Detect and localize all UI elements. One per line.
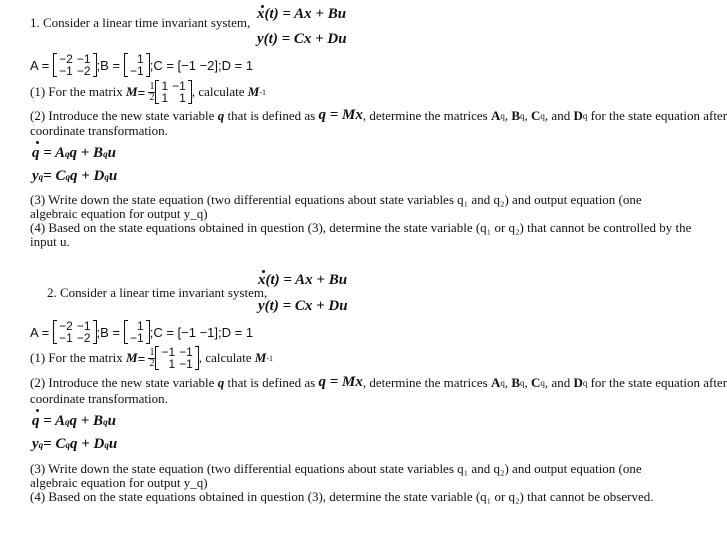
matrix-cell: −1	[179, 357, 193, 371]
symbol-cq: C	[531, 107, 541, 123]
symbol-aq: A	[490, 107, 501, 123]
separator: ,	[524, 374, 528, 390]
problem-1-intro: 1. Consider a linear time invariant system,	[30, 15, 251, 30]
eq-part: q = A	[32, 145, 65, 161]
question-1-text: (1) For the matrix	[30, 350, 123, 365]
symbol-bq: B	[511, 107, 521, 123]
question-4: (4) Based on the state equations obtained in question (3), determine the state variable (q₁ or q₂) that cannot be observed.	[30, 489, 654, 504]
eq-part: = C	[43, 168, 66, 184]
separator: ,	[524, 107, 528, 123]
eq-part: q + D	[69, 436, 105, 452]
matrix-b-label: ;B =	[96, 57, 121, 73]
symbol-bq: B	[511, 374, 521, 390]
subscript-q: q	[540, 110, 545, 121]
matrix-cell: −2	[76, 64, 91, 78]
transformed-state-equation	[32, 413, 116, 430]
symbol-cq: C	[531, 374, 541, 390]
matrix-cell: −1	[179, 345, 193, 359]
question-1-tail: , calculate	[198, 350, 252, 365]
subscript-q: q	[103, 148, 108, 159]
matrix-c-d: ;C = [−1 −2];D = 1	[149, 57, 254, 73]
equals: =	[137, 350, 146, 366]
inverse-superscript: -1	[259, 87, 266, 97]
fraction-half: $\frac{1}{2}$	[149, 346, 155, 369]
question-2-line-2: coordinate transformation.	[30, 391, 168, 406]
symbol-m: M	[126, 350, 138, 365]
question-2-mid: that is defined as	[227, 374, 316, 390]
subscript-q: q	[104, 171, 109, 182]
matrix-cell: 1	[161, 79, 169, 93]
symbol-dq: D	[573, 374, 583, 390]
subscript-q: q	[540, 377, 545, 388]
matrix-a	[53, 320, 96, 344]
matrix-cell: 1	[161, 91, 169, 105]
eq-part: q + D	[69, 168, 105, 184]
matrix-cell: −1	[59, 331, 73, 345]
symbol-m: M	[126, 84, 138, 99]
subscript-q: q	[38, 439, 44, 450]
subscript-q: q	[65, 171, 70, 182]
matrix-m	[155, 346, 198, 370]
question-3: (3) Write down the state equation (two differential equations about state variables q₁ and q₂) and output equation (one algebraic equation for output y_q)	[30, 461, 642, 490]
matrix-cell: −1	[172, 79, 186, 93]
question-1-text: (1) For the matrix	[30, 84, 123, 99]
eq-part: u	[107, 145, 116, 161]
matrix-a-label: A =	[30, 324, 50, 340]
equals: =	[137, 84, 146, 100]
symbol-q: q	[217, 107, 225, 123]
transformed-output-equation	[32, 436, 117, 453]
eq-part: q + B	[69, 413, 104, 429]
separator: ,	[544, 107, 549, 123]
matrix-a-label: A =	[30, 57, 50, 73]
conjunction: and	[551, 374, 571, 390]
symbol-aq: A	[490, 374, 501, 390]
question-2-tail: , determine the matrices	[362, 374, 488, 390]
conjunction: and	[551, 107, 571, 123]
state-equation: x(t) = Ax + Bu	[258, 272, 348, 288]
symbol-m-inverse: M	[247, 84, 260, 99]
question-2	[30, 374, 727, 391]
question-2-end: for the state equation after	[590, 374, 727, 390]
matrix-cell: −1	[130, 331, 144, 345]
eq-part: y	[32, 168, 39, 184]
matrix-b-label: ;B =	[96, 324, 121, 340]
subscript-q: q	[582, 110, 588, 121]
matrix-cell: 1	[168, 357, 176, 371]
matrix-cell: −2	[76, 331, 91, 345]
matrix-b	[124, 320, 150, 344]
eq-part: q = A	[32, 413, 65, 429]
question-2-tail: , determine the matrices	[362, 107, 488, 123]
inverse-superscript: -1	[266, 353, 273, 363]
subscript-q: q	[65, 416, 70, 427]
transform-definition: q = Mx	[318, 374, 363, 390]
subscript-q: q	[582, 377, 588, 388]
eq-part: q + B	[69, 145, 104, 161]
eq-part: = C	[43, 436, 66, 452]
subscript-q: q	[500, 377, 505, 388]
eq-part: u	[108, 168, 118, 184]
subscript-q: q	[500, 110, 505, 121]
state-equation: x(t) = Ax + Bu	[257, 6, 347, 22]
matrix-cell: 1	[179, 91, 186, 105]
matrix-c-d: ;C = [−1 −1];D = 1	[149, 324, 254, 340]
matrix-cell: −2	[59, 52, 73, 66]
question-3: (3) Write down the state equation (two differential equations about state variables q₁ and q₂) and output equation (one algebraic equation for output y_q)	[30, 192, 642, 221]
question-1	[30, 346, 273, 370]
matrix-cell: −1	[130, 64, 144, 78]
fraction-half: $\frac{1}{2}$	[149, 80, 155, 103]
question-2-text: (2) Introduce the new state variable	[30, 374, 215, 390]
matrix-cell: 1	[137, 319, 144, 333]
subscript-q: q	[65, 148, 70, 159]
eq-part: u	[107, 413, 116, 429]
system-matrices	[30, 319, 253, 345]
output-equation: y(t) = Cx + Du	[258, 298, 348, 314]
subscript-q: q	[65, 439, 70, 450]
matrix-cell: −1	[161, 345, 176, 359]
subscript-q: q	[103, 416, 108, 427]
symbol-q: q	[217, 374, 225, 390]
question-1-tail: , calculate	[191, 84, 245, 99]
eq-part: u	[108, 436, 118, 452]
matrix-cell: −1	[59, 64, 73, 78]
symbol-m-inverse: M	[254, 350, 267, 365]
matrix-cell: 1	[137, 52, 144, 66]
question-2-end: for the state equation after	[590, 107, 727, 123]
transform-definition: q = Mx	[318, 107, 363, 123]
subscript-q: q	[520, 377, 525, 388]
question-4: (4) Based on the state equations obtained in question (3), determine the state variable (q₁ or q₂) that cannot be controlled by the input u.	[30, 220, 692, 249]
separator: ,	[544, 374, 549, 390]
derivative-dot	[36, 409, 39, 412]
output-equation: y(t) = Cx + Du	[257, 31, 347, 47]
separator: ,	[504, 107, 509, 123]
separator: ,	[504, 374, 509, 390]
subscript-q: q	[520, 110, 525, 121]
subscript-q: q	[38, 171, 44, 182]
matrix-cell: −2	[59, 319, 73, 333]
question-2-line-2: coordinate transformation.	[30, 123, 168, 138]
question-2-mid: that is defined as	[227, 107, 316, 123]
question-2-text: (2) Introduce the new state variable	[30, 107, 215, 123]
subscript-q: q	[104, 439, 109, 450]
symbol-dq: D	[573, 107, 583, 123]
matrix-cell: −1	[76, 319, 91, 333]
problem-2-intro: 2. Consider a linear time invariant system,	[47, 285, 268, 300]
eq-part: y	[32, 436, 39, 452]
matrix-cell: −1	[76, 52, 91, 66]
